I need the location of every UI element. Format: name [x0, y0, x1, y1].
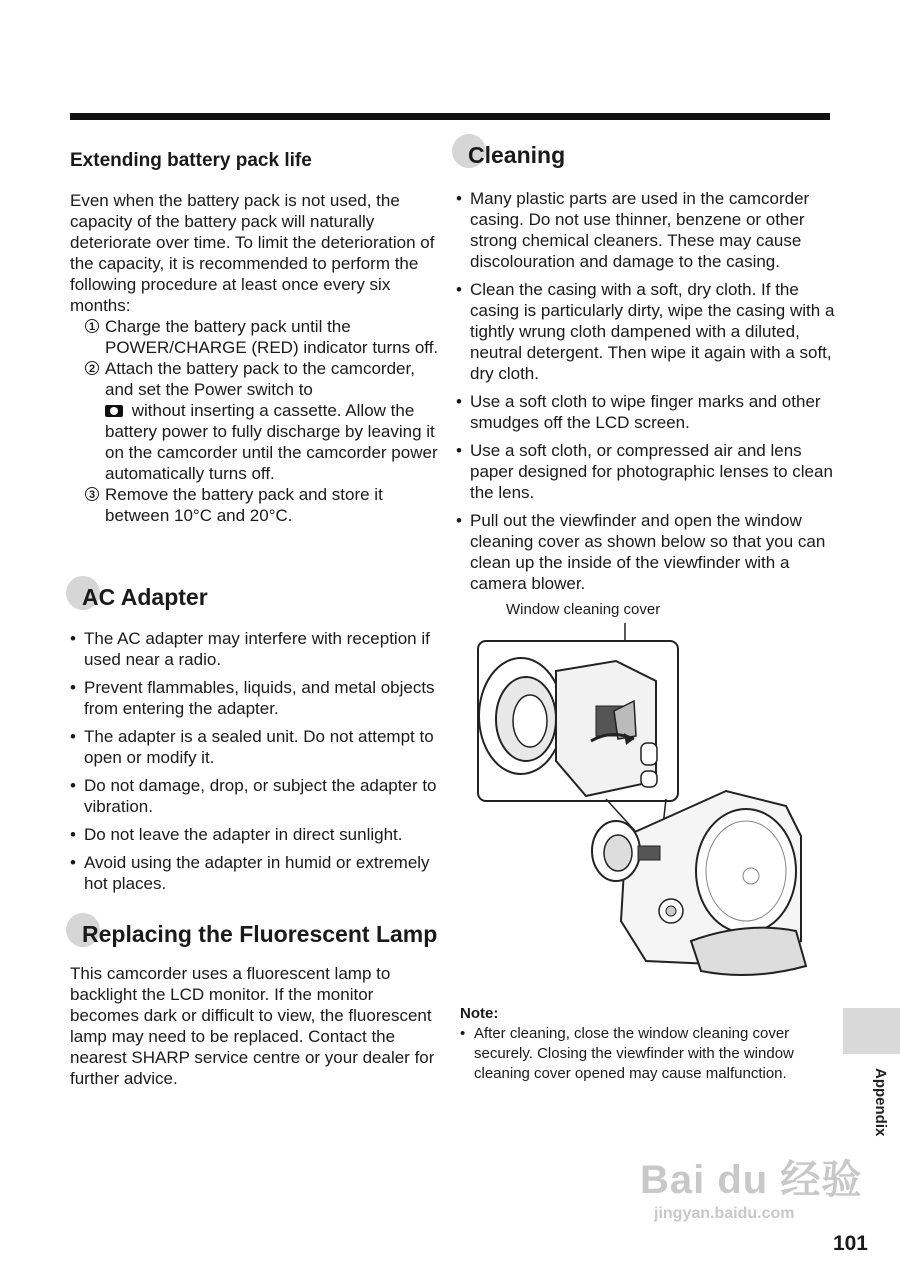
list-item: • Do not leave the adapter in direct sunlight.	[70, 824, 440, 845]
camcorder-figure	[456, 601, 836, 1001]
list-item: • Prevent flammables, liquids, and metal objects from entering the adapter.	[70, 677, 440, 719]
battery-heading: Extending battery pack life	[70, 150, 312, 171]
lamp-body: This camcorder uses a fluorescent lamp to backlight the LCD monitor. If the monitor becomes dark or difficult to view, the fluorescent lamp may need to be replaced. Contact the nearest SHARP service centre or your dealer for further advice.	[70, 964, 435, 1088]
list-item: • Many plastic parts are used in the camcorder casing. Do not use thinner, benzene or other strong chemical cleaners. These may cause discolouration and damage to the casing.	[456, 188, 836, 272]
list-item: • The AC adapter may interfere with reception if used near a radio.	[70, 628, 440, 670]
step-text: Remove the battery pack and store it between 10°C and 20°C.	[105, 485, 383, 525]
hand-strap	[691, 928, 806, 975]
left-column	[70, 150, 440, 1089]
note-list	[456, 1024, 836, 1084]
watermark	[640, 1148, 862, 1223]
list-item: • Avoid using the adapter in humid or extremely hot places.	[70, 852, 440, 894]
right-column	[456, 142, 836, 1084]
battery-intro: Even when the battery pack is not used, the capacity of the battery pack will naturally deteriorate over time. To limit the deterioration of the capacity, it is recommended to perform the following procedure at least once every six months:	[70, 191, 435, 315]
section-tab	[843, 1008, 900, 1054]
step-text-before: Attach the battery pack to the camcorder, and set the Power switch to	[105, 359, 415, 399]
list-item: • Use a soft cloth to wipe finger marks and other smudges off the LCD screen.	[456, 391, 836, 433]
list-item: • The adapter is a sealed unit. Do not attempt to open or modify it.	[70, 726, 440, 768]
top-rule	[70, 113, 830, 120]
camera-mode-icon	[105, 405, 123, 417]
step-3	[85, 484, 440, 526]
note-item: • After cleaning, close the window cleaning cover securely. Closing the viewfinder with the window cleaning cover opened may cause malfunction.	[460, 1024, 836, 1084]
step-number: 3	[85, 487, 99, 501]
watermark-url: jingyan.baidu.com	[654, 1205, 795, 1222]
list-item: • Clean the casing with a soft, dry cloth. If the casing is particularly dirty, wipe the casing with a tightly wrung cloth dampened with a diluted, neutral detergent. Then wipe it again with a soft, dry cloth.	[456, 279, 836, 384]
step-2	[85, 358, 440, 484]
battery-steps	[70, 316, 440, 526]
step-number: 2	[85, 361, 99, 375]
cleaning-heading: Cleaning	[456, 142, 836, 168]
ac-adapter-heading: AC Adapter	[70, 584, 440, 610]
section-tab-label: Appendix	[872, 1068, 889, 1137]
list-item: • Do not damage, drop, or subject the adapter to vibration.	[70, 775, 440, 817]
step-text-after: without inserting a cassette. Allow the battery power to fully discharge by leaving it on the camcorder until the camcorder power automatically turns off.	[105, 401, 438, 483]
camcorder-illustration	[456, 621, 836, 1001]
note-label: Note:	[460, 1005, 499, 1022]
step-number: 1	[85, 319, 99, 333]
cleaning-list	[456, 188, 836, 594]
lamp-heading: Replacing the Fluorescent Lamp	[70, 921, 440, 947]
ac-adapter-list	[70, 628, 440, 894]
watermark-main: Bai du 经验	[640, 1158, 863, 1202]
page-number: 101	[832, 1232, 868, 1255]
figure-caption: Window cleaning cover	[506, 601, 661, 618]
step-text: Charge the battery pack until the POWER/CHARGE (RED) indicator turns off.	[105, 317, 439, 357]
list-item: • Use a soft cloth, or compressed air and lens paper designed for photographic lenses to clean the lens.	[456, 440, 836, 503]
list-item: • Pull out the viewfinder and open the window cleaning cover as shown below so that you can clean up the inside of the viewfinder with a camera blower.	[456, 510, 836, 594]
step-1	[85, 316, 440, 358]
